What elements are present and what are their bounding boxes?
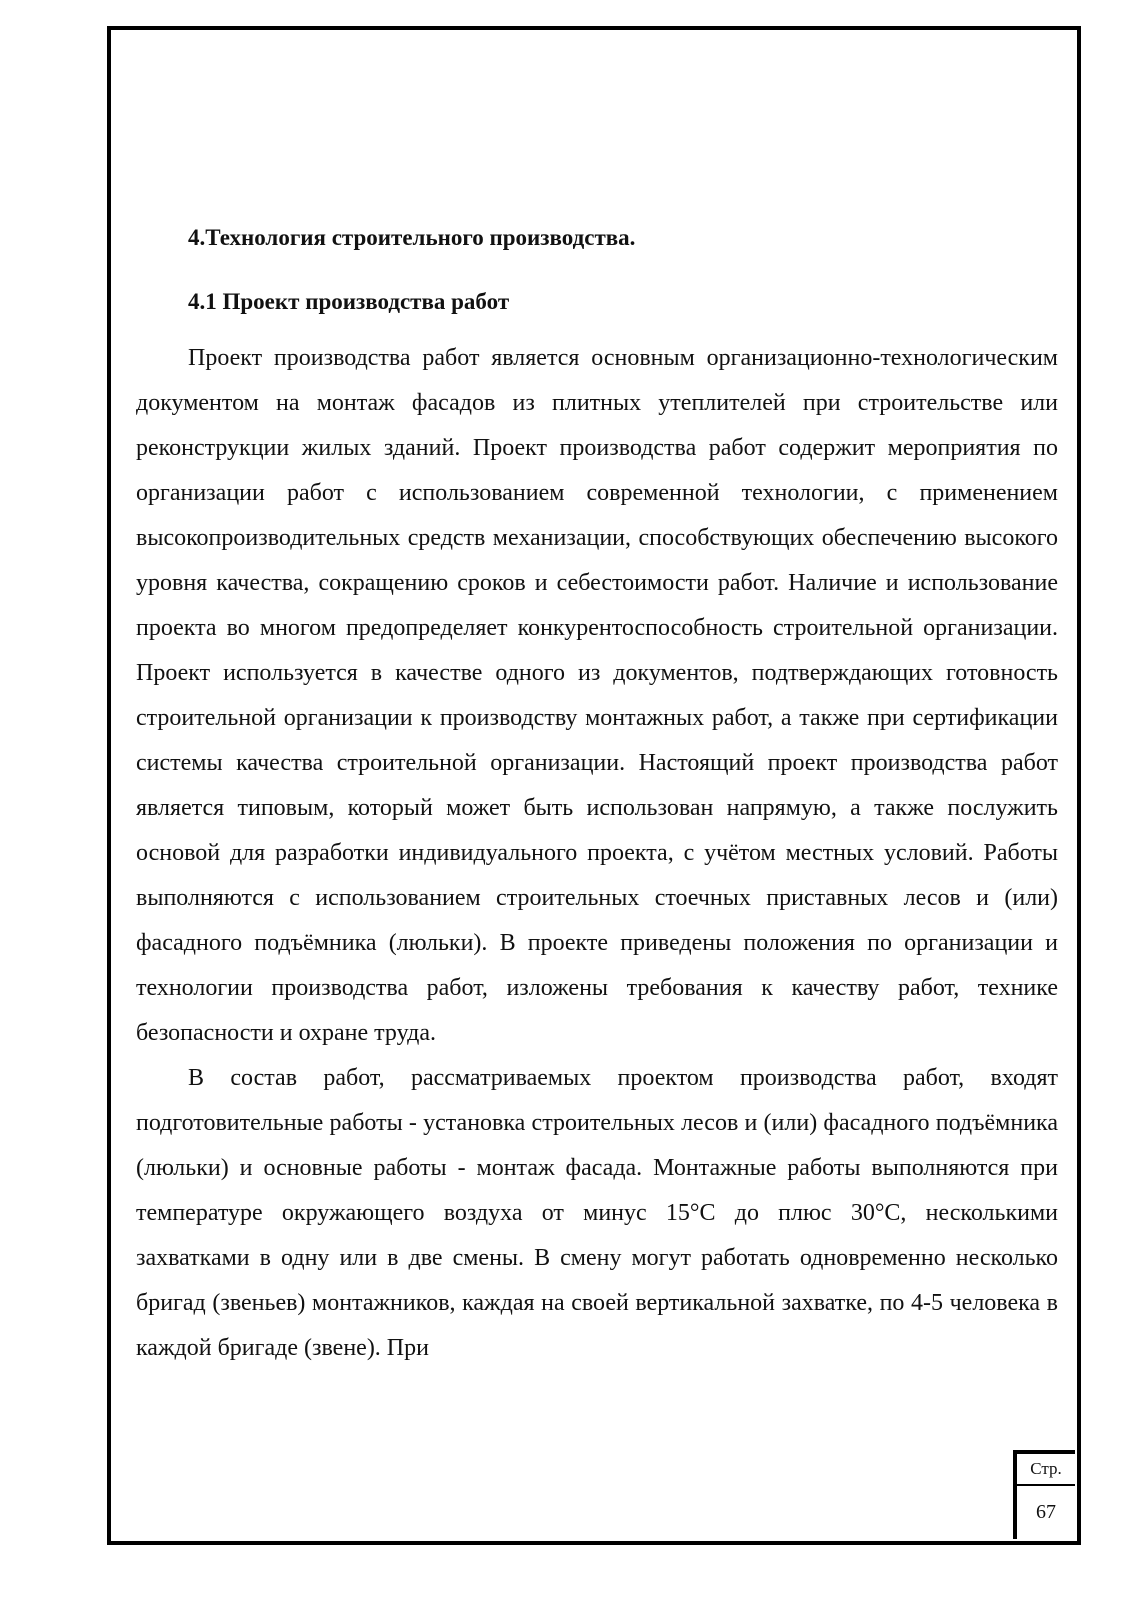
section-heading: 4.Технология строительного производства.	[188, 225, 636, 250]
subsection-heading: 4.1 Проект производства работ	[188, 289, 510, 314]
document-body	[136, 220, 1058, 1371]
page-stamp	[1013, 1450, 1075, 1539]
paragraph: В состав работ, рассматриваемых проектом производства работ, входят подготовительные работы - установка строительных лесов и (или) фасадного подъёмника (люльки) и основные работы - монтаж фасада. Монтажные работы выполняются при температуре окружающего воздуха от минус 15°С до плюс 30°С, несколькими захватками в одну или в две смены. В смену могут работать одновременно несколько бригад (звеньев) монтажников, каждая на своей вертикальной захватке, по 4-5 человека в каждой бригаде (звене). При	[136, 1065, 1058, 1361]
page-stamp-label: Стр.	[1017, 1454, 1075, 1486]
page-number: 67	[1036, 1501, 1056, 1523]
paragraph: Проект производства работ является основным организационно-технологическим документом на монтаж фасадов из плитных утеплителей при строительстве или реконструкции жилых зданий. Проект производства работ содержит мероприятия по организации работ с использованием современной технологии, с применением высокопроизводительных средств механизации, способствующих обеспечению высокого уровня качества, сокращению сроков и себестоимости работ. Наличие и использование проекта во многом предопределяет конкурентоспособность строительной организации. Проект используется в качестве одного из документов, подтверждающих готовность строительной организации к производству монтажных работ, а также при сертификации системы качества строительной организации. Настоящий проект производства работ является типовым, который может быть использован напрямую, а также послужить основой для разработки индивидуального проекта, с учётом местных условий. Работы выполняются с использованием строительных стоечных приставных лесов и (или) фасадного подъёмника (люльки). В проекте приведены положения по организации и технологии производства работ, изложены требования к качеству работ, технике безопасности и охране труда.	[136, 345, 1058, 1046]
